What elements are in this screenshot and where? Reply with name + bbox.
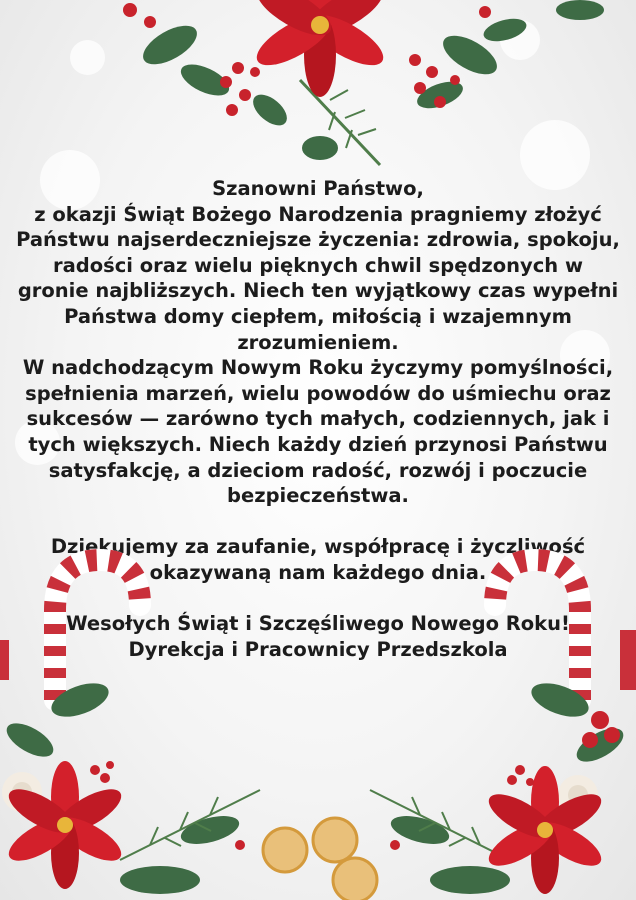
greeting-letter (0, 176, 636, 662)
letter-paragraph: z okazji Świąt Bożego Narodzenia pragniemy złożyć Państwu najserdeczniejsze życzenia: zdrowia, spokoju, radości oraz wielu pięknych chwil spędzonych w gronie najbliższych. Niech ten wyjątkowy czas wypełni Państwa domy ciepłem, miłością i wzajemnym zrozumieniem. (16, 202, 620, 354)
rose-icon (2, 772, 598, 815)
leaf-icon (1, 677, 628, 894)
leaf-icon (137, 0, 604, 160)
holly-berry-icon (90, 711, 620, 850)
orange-slice-icon (263, 818, 377, 900)
letter-signature: Dyrekcja i Pracownicy Przedszkola (128, 637, 508, 661)
letter-thanks: Dziękujemy za zaufanie, współpracę i życzliwość okazywaną nam każdego dnia. (50, 535, 586, 584)
poinsettia-icon (3, 761, 608, 894)
poinsettia-icon (250, 0, 391, 97)
letter-greeting: Szanowni Państwo, (212, 177, 424, 200)
letter-wishes: Wesołych Świąt i Szczęśliwego Nowego Roku! (66, 612, 570, 636)
top-garland (0, 0, 636, 180)
letter-paragraph: W nadchodzącym Nowym Roku życzymy pomyślności, spełnienia marzeń, wielu powodów do uśmiechu oraz sukcesów — zarówno tych małych, codziennych, jak i tych większych. Niech każdy dzień przynosi Państwu satysfakcję, a dzieciom radość, rozwój i poczucie bezpieczeństwa. (22, 356, 614, 508)
pine-branch-icon (120, 790, 510, 860)
